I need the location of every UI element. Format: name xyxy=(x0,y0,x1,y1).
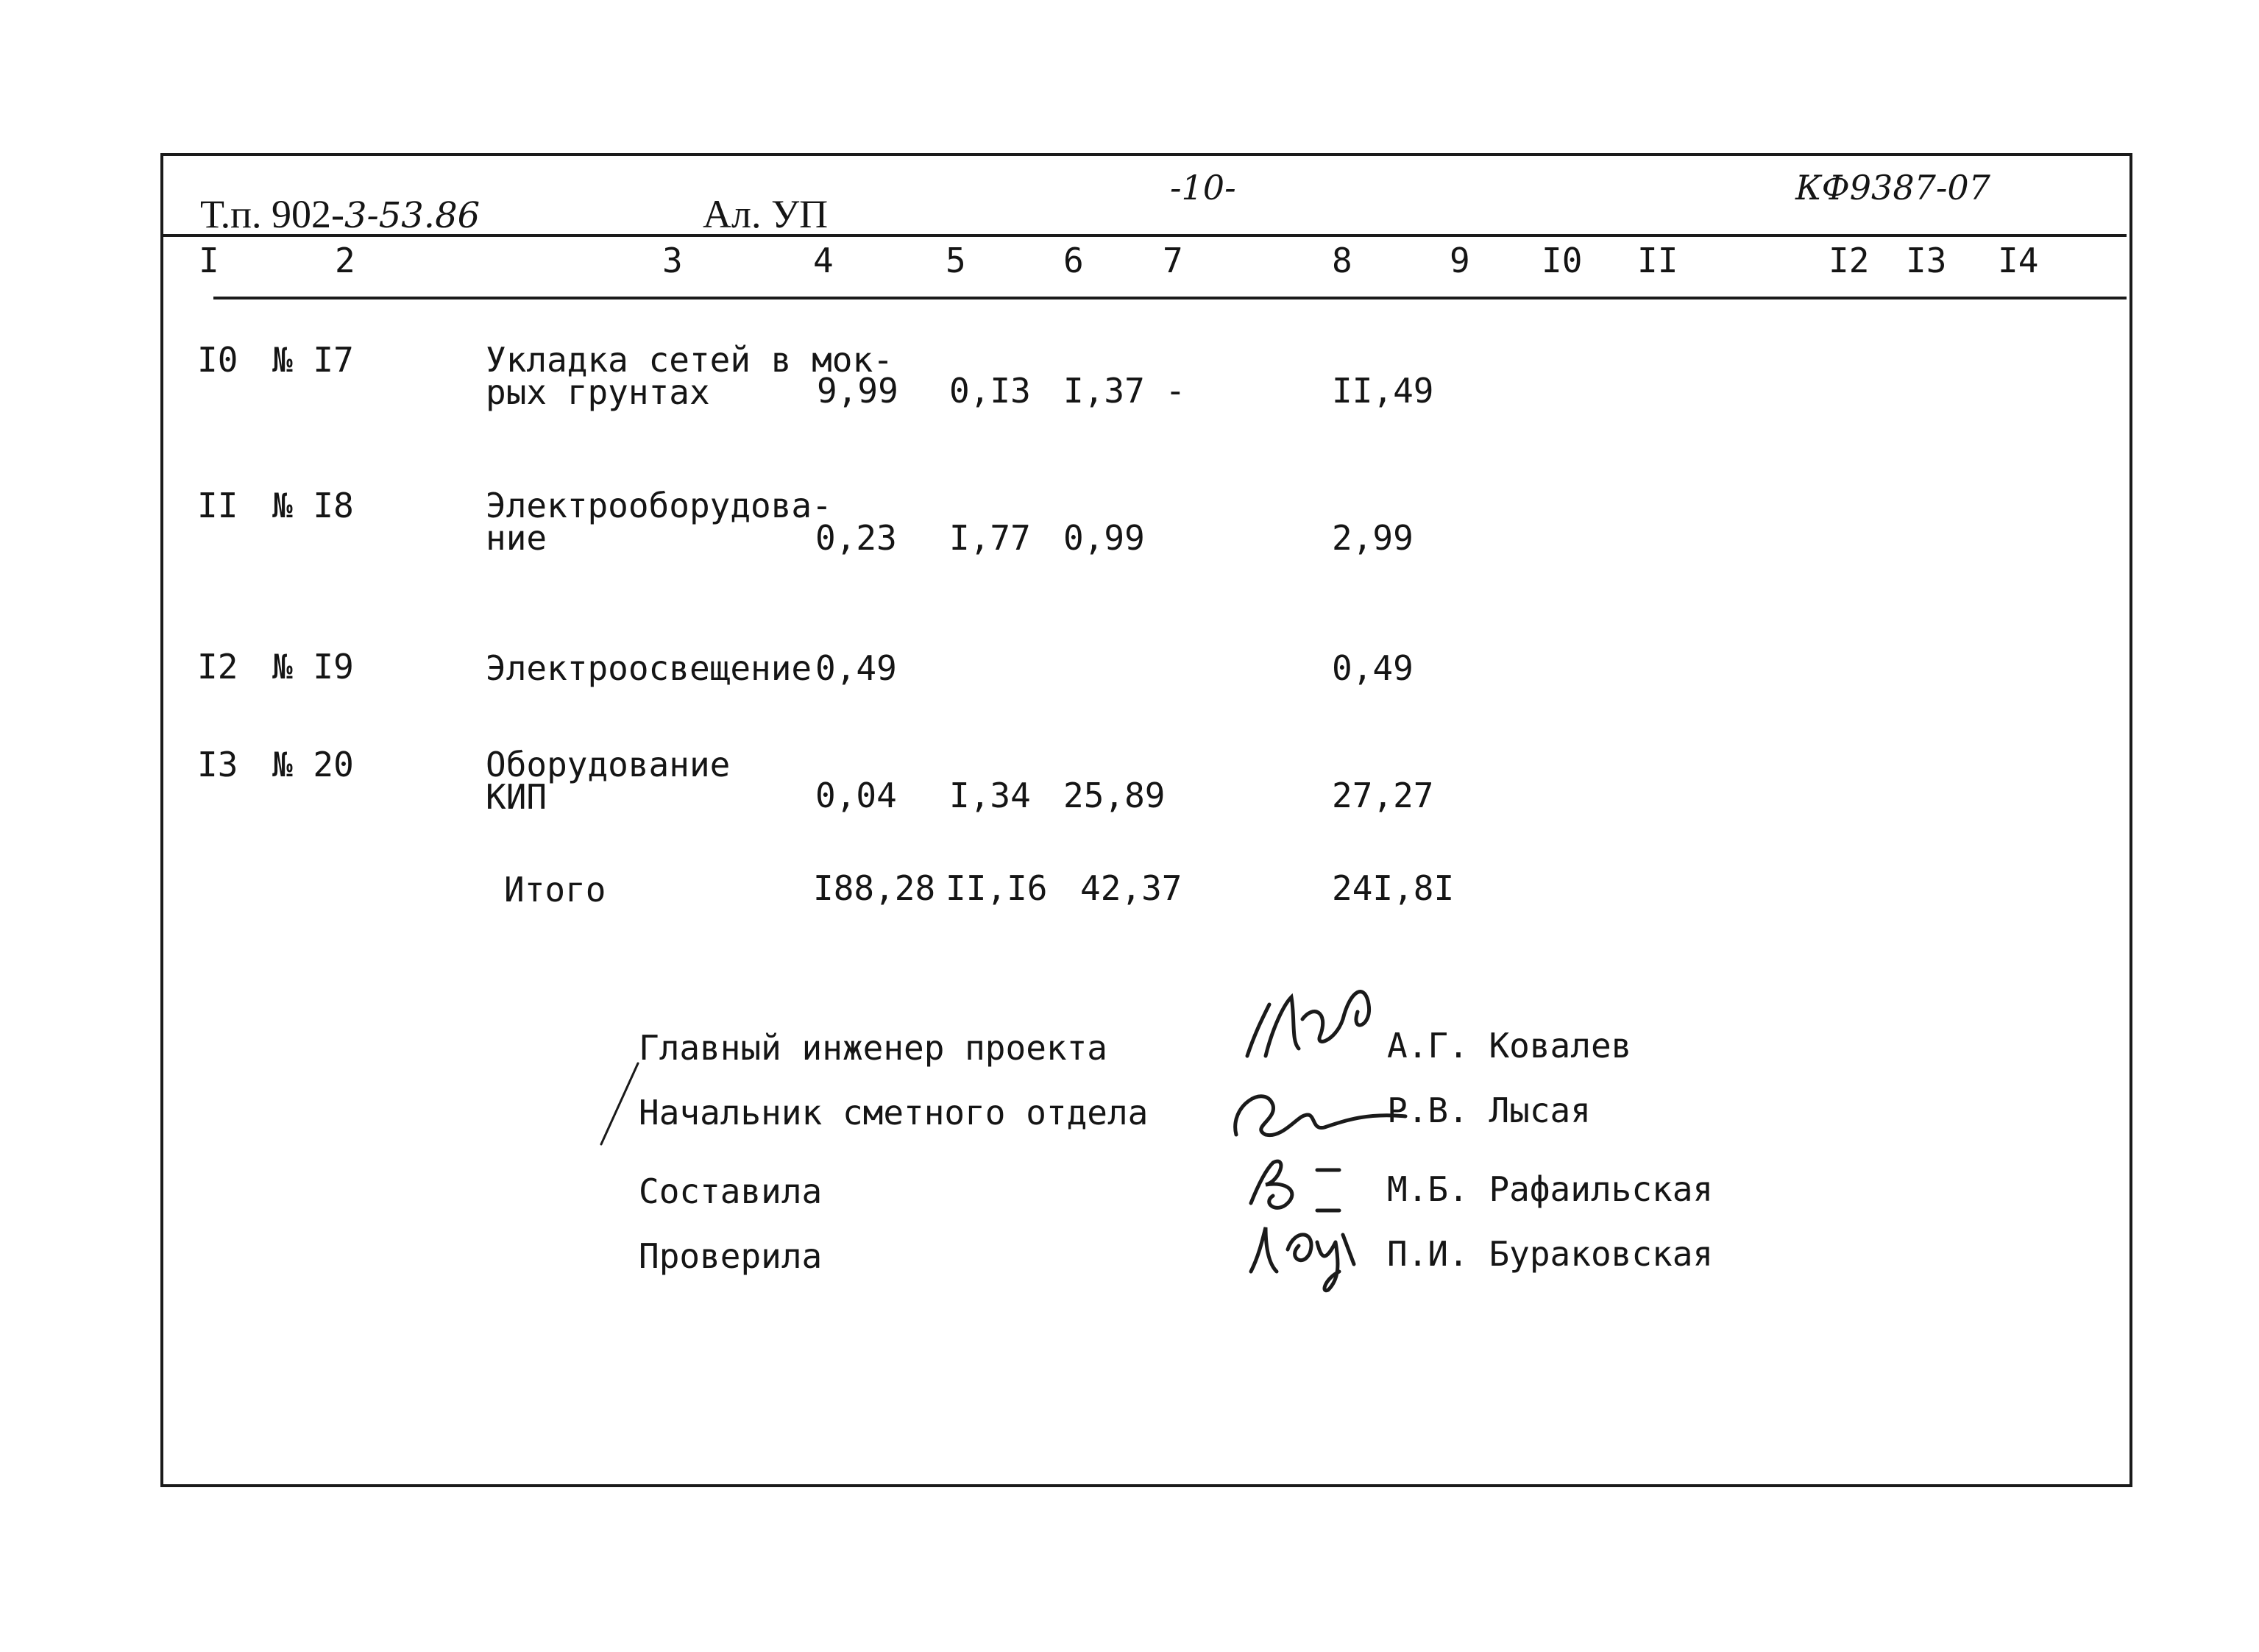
cell-col5: 0,I3 xyxy=(949,371,1031,411)
page-frame xyxy=(160,153,2132,1487)
column-header: 7 xyxy=(1163,241,1183,280)
column-header: II xyxy=(1637,241,1678,280)
signer-name: П.И. Бураковская xyxy=(1387,1234,1714,1274)
row-reference: № I8 xyxy=(272,486,354,525)
signer-role: Проверила xyxy=(639,1236,823,1276)
margin-stroke-icon xyxy=(597,1060,642,1148)
signer-name: М.Б. Рафаильская xyxy=(1387,1169,1714,1209)
signer-role: Начальник сметного отдела xyxy=(639,1093,1149,1132)
row-number: II xyxy=(197,486,238,525)
cell-col6: I,37 - xyxy=(1063,371,1186,411)
cell-col4: 0,23 xyxy=(815,518,897,558)
row-name-line: Электроосвещение xyxy=(486,648,812,688)
signer-name: А.Г. Ковалев xyxy=(1387,1026,1632,1066)
column-header: I0 xyxy=(1542,241,1583,280)
cell-col8: 2,99 xyxy=(1332,518,1414,558)
row-number: I2 xyxy=(197,647,238,687)
cell-col5: I,34 xyxy=(949,776,1031,815)
total-col4: I88,28 xyxy=(813,868,936,908)
cell-col8: 0,49 xyxy=(1332,648,1414,688)
column-header: 2 xyxy=(335,241,355,280)
cell-col4: 9,99 xyxy=(817,371,898,411)
row-reference: № I9 xyxy=(272,647,354,687)
signer-role: Главный инженер проекта xyxy=(639,1028,1107,1068)
column-header: 3 xyxy=(662,241,683,280)
column-header: 6 xyxy=(1063,241,1084,280)
row-name-line: Оборудование xyxy=(486,745,731,784)
page-number: -10- xyxy=(1170,168,1236,208)
column-header: I2 xyxy=(1829,241,1870,280)
row-name-line: Укладка сетей в мок- xyxy=(486,340,893,380)
total-col6: 42,37 xyxy=(1080,868,1182,908)
signer-role: Составила xyxy=(639,1171,823,1211)
signature-lysaya-icon xyxy=(1221,1076,1413,1142)
total-col8: 24I,8I xyxy=(1332,868,1455,908)
row-name-line: рых грунтах xyxy=(486,372,710,412)
project-number xyxy=(200,194,480,235)
document-code: КФ9387-07 xyxy=(1795,168,1990,208)
signature-kovalev-icon xyxy=(1240,975,1387,1063)
album-label: Ал. УП xyxy=(703,192,829,236)
column-header: 5 xyxy=(946,241,966,280)
cell-col8: II,49 xyxy=(1332,371,1434,411)
row-reference: № I7 xyxy=(272,340,354,380)
column-header: 9 xyxy=(1450,241,1470,280)
column-header: I4 xyxy=(1998,241,2039,280)
cell-col6: 25,89 xyxy=(1063,776,1166,815)
total-label: Итого xyxy=(504,870,606,910)
row-name-line: Электрооборудова- xyxy=(486,486,832,525)
row-reference: № 20 xyxy=(272,745,354,784)
cell-col5: I,77 xyxy=(949,518,1031,558)
cell-col4: 0,04 xyxy=(815,776,897,815)
row-number: I0 xyxy=(197,340,238,380)
project-number-handwritten: 3-53.86 xyxy=(344,195,480,236)
row-name-line: ние xyxy=(486,518,547,558)
row-name xyxy=(486,745,731,817)
cell-col8: 27,27 xyxy=(1332,776,1434,815)
row-name xyxy=(486,650,812,686)
column-header: I3 xyxy=(1906,241,1947,280)
column-header: 8 xyxy=(1332,241,1352,280)
cell-col6: 0,99 xyxy=(1063,518,1145,558)
total-col5: II,I6 xyxy=(946,868,1048,908)
cell-col4: 0,49 xyxy=(815,648,897,688)
signer-name: Р.В. Лысая xyxy=(1387,1091,1591,1130)
column-header: 4 xyxy=(813,241,834,280)
signature-rafailskaya-icon xyxy=(1244,1148,1354,1222)
signature-burakovskaya-icon xyxy=(1244,1213,1369,1294)
row-number: I3 xyxy=(197,745,238,784)
row-name-line: КИП xyxy=(486,777,547,817)
project-prefix: Т.п. 902- xyxy=(200,192,344,236)
column-header-rule xyxy=(213,297,2127,299)
column-header: I xyxy=(199,241,219,280)
row-name xyxy=(486,486,832,558)
